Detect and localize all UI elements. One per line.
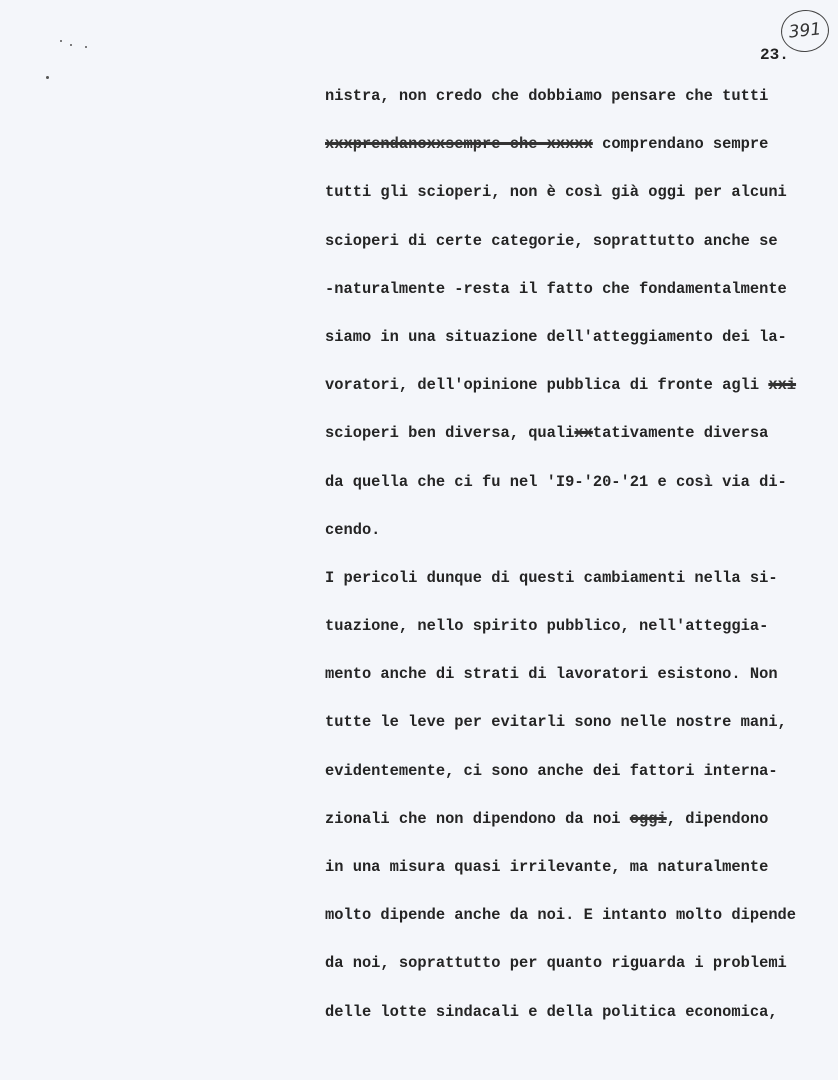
text-line — [325, 951, 825, 999]
struck-out-text: xxxprendanoxxsempre che xxxxx — [325, 135, 593, 154]
text-line — [325, 807, 825, 855]
text-line — [325, 710, 825, 758]
text-segment: delle lotte sindacali e della politica economica, — [325, 1002, 778, 1021]
text-line — [325, 132, 825, 180]
text-line — [325, 855, 825, 903]
text-line — [325, 566, 825, 614]
archive-number-stamp: 391 — [779, 8, 831, 55]
text-segment: scioperi ben diversa, quali — [325, 424, 575, 443]
text-segment: cendo. — [325, 520, 381, 539]
page-number: 23. — [760, 46, 789, 64]
text-line — [325, 180, 825, 228]
text-line — [325, 373, 825, 421]
ink-speck — [70, 44, 72, 46]
text-line — [325, 614, 825, 662]
text-line — [325, 759, 825, 807]
ink-speck — [46, 76, 49, 79]
text-segment: nistra, non credo che dobbiamo pensare che tutti — [325, 87, 769, 105]
text-segment: siamo in una situazione dell'atteggiamento dei la- — [325, 327, 787, 346]
text-segment: tativamente diversa — [592, 424, 769, 443]
struck-out-text: xx — [574, 424, 593, 443]
text-segment: , dipendono — [666, 809, 769, 828]
text-line — [325, 421, 825, 469]
text-line — [325, 84, 825, 132]
text-segment: tuazione, nello spirito pubblico, nell'atteggia- — [325, 617, 769, 636]
text-line — [325, 229, 825, 277]
text-segment: I pericoli dunque di questi cambiamenti nella si- — [325, 568, 778, 587]
text-segment: -naturalmente -resta il fatto che fondamentalmente — [325, 279, 787, 298]
struck-out-text: xxi — [768, 376, 797, 395]
ink-speck — [60, 40, 62, 42]
text-segment: comprendano sempre — [592, 135, 769, 154]
text-segment: evidentemente, ci sono anche dei fattori interna- — [325, 761, 778, 780]
text-line — [325, 662, 825, 710]
text-segment: da quella che ci fu nel 'I9-'20-'21 e così via di- — [325, 472, 787, 491]
struck-out-text: oggi — [629, 809, 667, 828]
text-line — [325, 325, 825, 373]
text-segment: da noi, soprattutto per quanto riguarda i problemi — [325, 954, 787, 973]
text-segment: in una misura quasi irrilevante, ma naturalmente — [325, 858, 769, 876]
text-segment: mento anche di strati di lavoratori esistono. Non — [325, 665, 778, 684]
text-segment: scioperi di certe categorie, soprattutto anche se — [325, 231, 778, 250]
ink-speck — [85, 46, 87, 48]
text-segment: tutte le leve per evitarli sono nelle nostre mani, — [325, 713, 787, 732]
text-segment: molto dipende anche da noi. E intanto molto dipende — [325, 906, 797, 925]
text-line — [325, 277, 825, 325]
text-line — [325, 1000, 825, 1048]
text-line — [325, 470, 825, 518]
text-segment: zionali che non dipendono da noi — [325, 809, 630, 828]
typewritten-text-body — [325, 84, 825, 1048]
text-segment: tutti gli scioperi, non è così già oggi per alcuni — [325, 183, 787, 202]
text-line — [325, 518, 825, 566]
text-line — [325, 903, 825, 951]
text-segment: voratori, dell'opinione pubblica di fronte agli — [325, 376, 769, 395]
